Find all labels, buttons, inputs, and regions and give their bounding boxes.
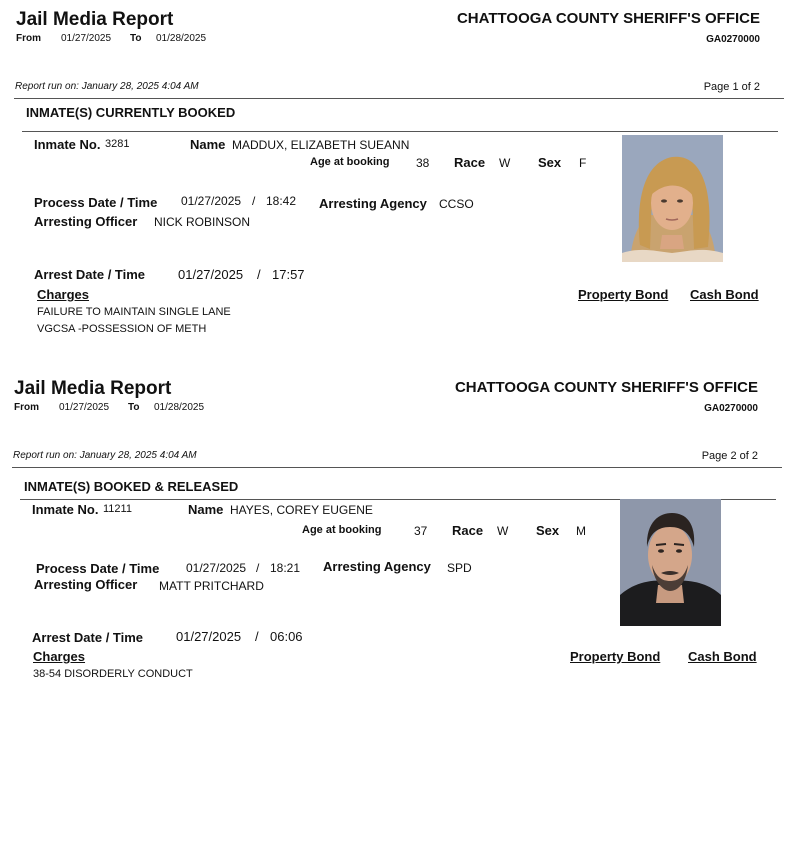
arrest-label: Arrest Date / Time — [32, 630, 144, 645]
sex-label: Sex — [536, 523, 560, 538]
inmate-booking-photo — [622, 135, 723, 262]
arrest-time: 17:57 — [272, 267, 305, 282]
report-title: Jail Media Report — [14, 378, 172, 399]
cash-bond-header: Cash Bond — [690, 287, 759, 302]
race-label: Race — [454, 155, 486, 170]
section-divider — [22, 131, 778, 132]
header-divider — [14, 98, 784, 99]
process-date: 01/27/2025 — [186, 561, 247, 575]
arresting-officer-label: Arresting Officer — [34, 214, 138, 229]
age-value: 38 — [416, 156, 430, 170]
from-date: 01/27/2025 — [59, 402, 110, 413]
arresting-agency: CCSO — [439, 197, 474, 211]
report-run-on: Report run on: January 28, 2025 4:04 AM — [13, 450, 197, 461]
male-portrait-icon — [620, 499, 721, 626]
race-value: W — [497, 524, 509, 538]
sex-value: F — [579, 156, 587, 170]
age-label: Age at booking — [310, 156, 390, 168]
charge-item: VGCSA -POSSESSION OF METH — [37, 323, 207, 335]
process-separator: / — [252, 194, 256, 208]
process-time: 18:21 — [270, 561, 301, 575]
process-date: 01/27/2025 — [181, 194, 242, 208]
arresting-officer-label: Arresting Officer — [34, 577, 138, 592]
cash-bond-header: Cash Bond — [688, 649, 757, 664]
to-date: 01/28/2025 — [154, 402, 205, 413]
race-value: W — [499, 156, 511, 170]
arrest-date: 01/27/2025 — [176, 629, 242, 644]
from-label: From — [16, 33, 41, 44]
agency-name: CHATTOOGA COUNTY SHERIFF'S OFFICE — [456, 10, 760, 27]
age-value: 37 — [414, 524, 428, 538]
process-time: 18:42 — [266, 194, 297, 208]
inmate-name: MADDUX, ELIZABETH SUEANN — [232, 138, 410, 152]
sex-value: M — [576, 524, 586, 538]
arresting-agency-label: Arresting Agency — [323, 559, 431, 574]
arresting-agency: SPD — [447, 561, 472, 575]
page-number: Page 1 of 2 — [703, 81, 760, 93]
page-number: Page 2 of 2 — [701, 450, 758, 462]
to-label: To — [130, 33, 142, 44]
charge-item: 38-54 DISORDERLY CONDUCT — [33, 668, 193, 680]
arrest-date: 01/27/2025 — [178, 267, 244, 282]
process-label: Process Date / Time — [34, 195, 158, 210]
inmate-no-label: Inmate No. — [32, 502, 99, 517]
ori-number: GA0270000 — [706, 34, 760, 45]
ori-number: GA0270000 — [704, 403, 758, 414]
arresting-officer: NICK ROBINSON — [154, 215, 251, 229]
arrest-label: Arrest Date / Time — [34, 267, 146, 282]
female-portrait-icon — [622, 135, 723, 262]
process-separator: / — [256, 561, 260, 575]
race-label: Race — [452, 523, 484, 538]
inmate-name: HAYES, COREY EUGENE — [230, 503, 373, 517]
section-title: INMATE(S) BOOKED & RELEASED — [24, 479, 239, 494]
name-label: Name — [188, 502, 224, 517]
to-date: 01/28/2025 — [156, 33, 207, 44]
inmate-booking-photo — [620, 499, 721, 626]
arresting-agency-label: Arresting Agency — [319, 196, 427, 211]
process-label: Process Date / Time — [36, 561, 160, 576]
age-label: Age at booking — [302, 524, 382, 536]
report-title: Jail Media Report — [16, 9, 174, 30]
charges-header: Charges — [37, 287, 90, 302]
arresting-officer: MATT PRITCHARD — [159, 579, 264, 593]
header-divider — [12, 467, 782, 468]
arrest-time: 06:06 — [270, 629, 303, 644]
inmate-no: 11211 — [103, 503, 132, 515]
charges-header: Charges — [33, 649, 86, 664]
arrest-separator: / — [257, 267, 261, 282]
property-bond-header: Property Bond — [570, 649, 661, 664]
inmate-no-label: Inmate No. — [34, 137, 101, 152]
charge-item: FAILURE TO MAINTAIN SINGLE LANE — [37, 306, 231, 318]
arrest-separator: / — [255, 629, 259, 644]
inmate-no: 3281 — [105, 138, 130, 150]
agency-name: CHATTOOGA COUNTY SHERIFF'S OFFICE — [454, 379, 758, 396]
to-label: To — [128, 402, 140, 413]
section-title: INMATE(S) CURRENTLY BOOKED — [26, 105, 236, 120]
from-label: From — [14, 402, 39, 413]
from-date: 01/27/2025 — [61, 33, 112, 44]
report-run-on: Report run on: January 28, 2025 4:04 AM — [15, 81, 199, 92]
sex-label: Sex — [538, 155, 562, 170]
property-bond-header: Property Bond — [578, 287, 669, 302]
name-label: Name — [190, 137, 226, 152]
